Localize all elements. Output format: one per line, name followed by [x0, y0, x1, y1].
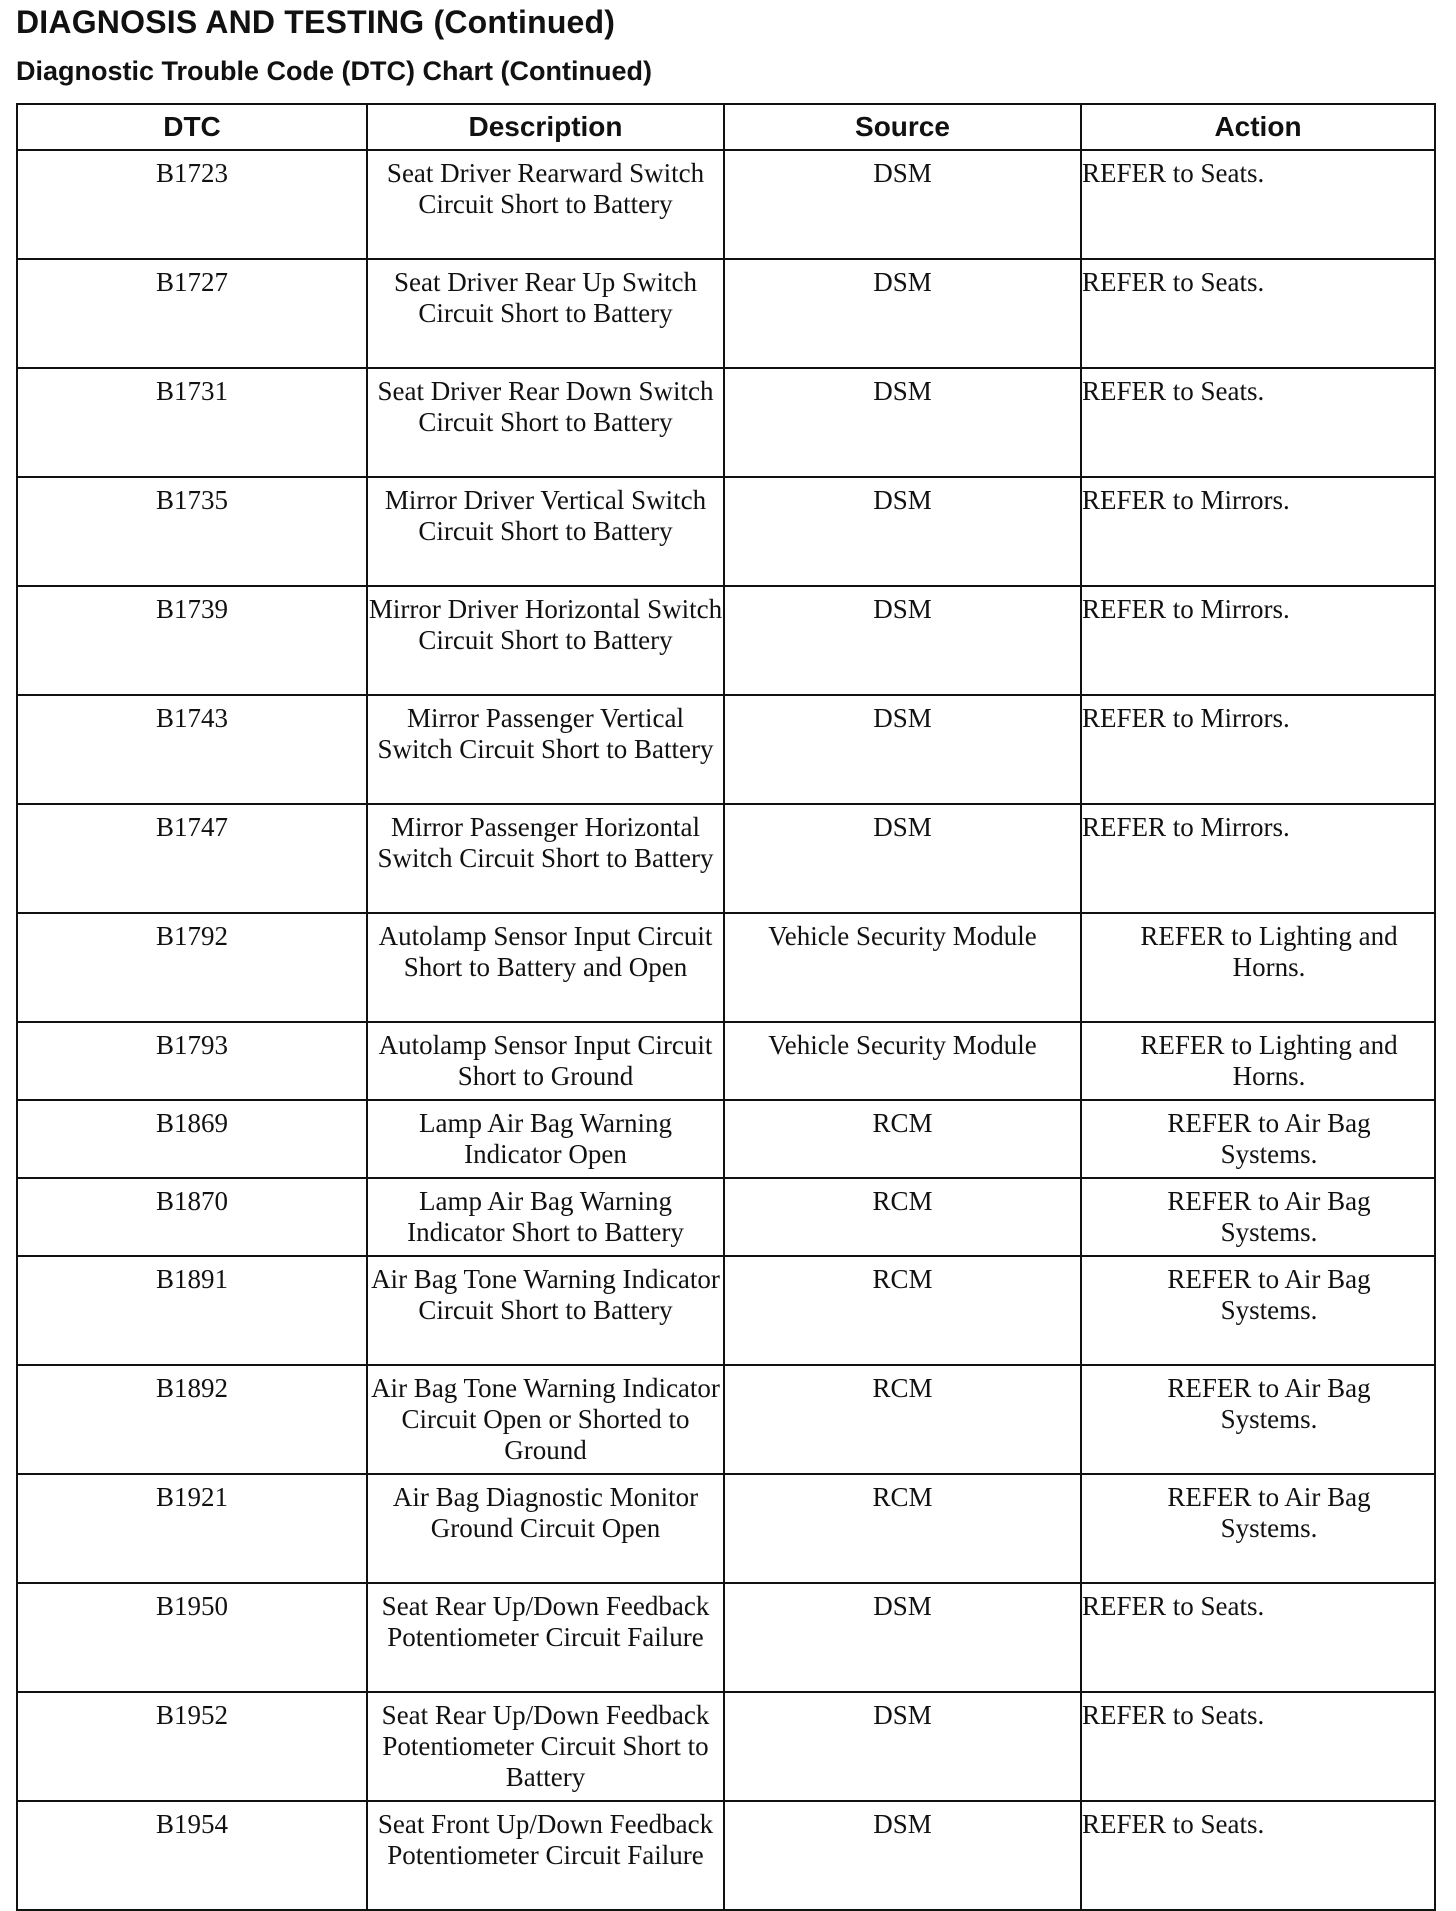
- header-description: Description: [367, 104, 724, 150]
- dtc-action: REFER to Seats.: [1081, 259, 1435, 368]
- header-row: [17, 104, 1435, 150]
- dtc-description: Air Bag Tone Warning Indicator Circuit Open or Shorted to Ground: [367, 1365, 724, 1474]
- page-title: DIAGNOSIS AND TESTING (Continued): [16, 4, 616, 40]
- dtc-code: B1735: [17, 477, 367, 586]
- dtc-description: Air Bag Diagnostic Monitor Ground Circuit Open: [367, 1474, 724, 1583]
- dtc-description: Air Bag Tone Warning Indicator Circuit Short to Battery: [367, 1256, 724, 1365]
- dtc-source: RCM: [724, 1178, 1081, 1256]
- dtc-code: B1869: [17, 1100, 367, 1178]
- dtc-action: REFER to Seats.: [1081, 150, 1435, 259]
- table-row: [17, 150, 1435, 259]
- dtc-code: B1747: [17, 804, 367, 913]
- dtc-source: DSM: [724, 695, 1081, 804]
- dtc-description: Seat Front Up/Down Feedback Potentiometer Circuit Failure: [367, 1801, 724, 1910]
- dtc-source: RCM: [724, 1474, 1081, 1583]
- dtc-code: B1731: [17, 368, 367, 477]
- dtc-code: B1743: [17, 695, 367, 804]
- dtc-action: REFER to Mirrors.: [1081, 477, 1435, 586]
- table-row: [17, 1256, 1435, 1365]
- dtc-action: REFER to Seats.: [1081, 1583, 1435, 1692]
- dtc-code: B1952: [17, 1692, 367, 1801]
- dtc-code: B1739: [17, 586, 367, 695]
- dtc-description: Autolamp Sensor Input Circuit Short to Battery and Open: [367, 913, 724, 1022]
- table-row: [17, 913, 1435, 1022]
- table-row: [17, 1178, 1435, 1256]
- table-row: [17, 1692, 1435, 1801]
- dtc-source: DSM: [724, 259, 1081, 368]
- dtc-action: REFER to Mirrors.: [1081, 586, 1435, 695]
- dtc-source: DSM: [724, 1583, 1081, 1692]
- table-row: [17, 804, 1435, 913]
- dtc-table: [16, 103, 1436, 1911]
- dtc-description: Seat Rear Up/Down Feedback Potentiometer Circuit Short to Battery: [367, 1692, 724, 1801]
- table-row: [17, 1801, 1435, 1910]
- dtc-action: REFER to Air Bag Systems.: [1081, 1178, 1435, 1256]
- dtc-action: REFER to Air Bag Systems.: [1081, 1365, 1435, 1474]
- table-row: [17, 1583, 1435, 1692]
- dtc-code: B1727: [17, 259, 367, 368]
- header-action: Action: [1081, 104, 1435, 150]
- dtc-code: B1892: [17, 1365, 367, 1474]
- dtc-description: Seat Driver Rear Up Switch Circuit Short to Battery: [367, 259, 724, 368]
- dtc-description: Lamp Air Bag Warning Indicator Open: [367, 1100, 724, 1178]
- dtc-description: Mirror Passenger Vertical Switch Circuit Short to Battery: [367, 695, 724, 804]
- dtc-code: B1954: [17, 1801, 367, 1910]
- table-row: [17, 1022, 1435, 1100]
- dtc-action: REFER to Mirrors.: [1081, 804, 1435, 913]
- table-row: [17, 368, 1435, 477]
- dtc-description: Seat Driver Rear Down Switch Circuit Short to Battery: [367, 368, 724, 477]
- dtc-description: Mirror Driver Vertical Switch Circuit Short to Battery: [367, 477, 724, 586]
- table-row: [17, 259, 1435, 368]
- dtc-action: REFER to Lighting and Horns.: [1081, 1022, 1435, 1100]
- dtc-description: Lamp Air Bag Warning Indicator Short to Battery: [367, 1178, 724, 1256]
- table-row: [17, 695, 1435, 804]
- table-row: [17, 477, 1435, 586]
- dtc-source: RCM: [724, 1100, 1081, 1178]
- dtc-code: B1723: [17, 150, 367, 259]
- table-header: [17, 104, 1435, 150]
- dtc-source: Vehicle Security Module: [724, 1022, 1081, 1100]
- dtc-description: Mirror Driver Horizontal Switch Circuit Short to Battery: [367, 586, 724, 695]
- dtc-source: DSM: [724, 368, 1081, 477]
- table-row: [17, 1100, 1435, 1178]
- dtc-source: Vehicle Security Module: [724, 913, 1081, 1022]
- dtc-source: DSM: [724, 477, 1081, 586]
- section-title: Diagnostic Trouble Code (DTC) Chart (Continued): [16, 56, 652, 86]
- header-source: Source: [724, 104, 1081, 150]
- dtc-source: DSM: [724, 1801, 1081, 1910]
- dtc-action: REFER to Mirrors.: [1081, 695, 1435, 804]
- header-dtc: DTC: [17, 104, 367, 150]
- dtc-source: DSM: [724, 586, 1081, 695]
- dtc-code: B1793: [17, 1022, 367, 1100]
- dtc-action: REFER to Seats.: [1081, 368, 1435, 477]
- dtc-code: B1921: [17, 1474, 367, 1583]
- table-row: [17, 1474, 1435, 1583]
- table-row: [17, 586, 1435, 695]
- dtc-action: REFER to Air Bag Systems.: [1081, 1474, 1435, 1583]
- dtc-description: Seat Driver Rearward Switch Circuit Short to Battery: [367, 150, 724, 259]
- dtc-code: B1950: [17, 1583, 367, 1692]
- dtc-description: Autolamp Sensor Input Circuit Short to Ground: [367, 1022, 724, 1100]
- dtc-code: B1870: [17, 1178, 367, 1256]
- dtc-source: RCM: [724, 1365, 1081, 1474]
- dtc-action: REFER to Air Bag Systems.: [1081, 1256, 1435, 1365]
- table-row: [17, 1365, 1435, 1474]
- dtc-code: B1792: [17, 913, 367, 1022]
- dtc-description: Mirror Passenger Horizontal Switch Circuit Short to Battery: [367, 804, 724, 913]
- dtc-action: REFER to Lighting and Horns.: [1081, 913, 1435, 1022]
- dtc-source: RCM: [724, 1256, 1081, 1365]
- dtc-source: DSM: [724, 1692, 1081, 1801]
- dtc-action: REFER to Air Bag Systems.: [1081, 1100, 1435, 1178]
- dtc-code: B1891: [17, 1256, 367, 1365]
- dtc-action: REFER to Seats.: [1081, 1692, 1435, 1801]
- dtc-source: DSM: [724, 150, 1081, 259]
- dtc-action: REFER to Seats.: [1081, 1801, 1435, 1910]
- table-body: [17, 150, 1435, 1910]
- dtc-description: Seat Rear Up/Down Feedback Potentiometer Circuit Failure: [367, 1583, 724, 1692]
- dtc-source: DSM: [724, 804, 1081, 913]
